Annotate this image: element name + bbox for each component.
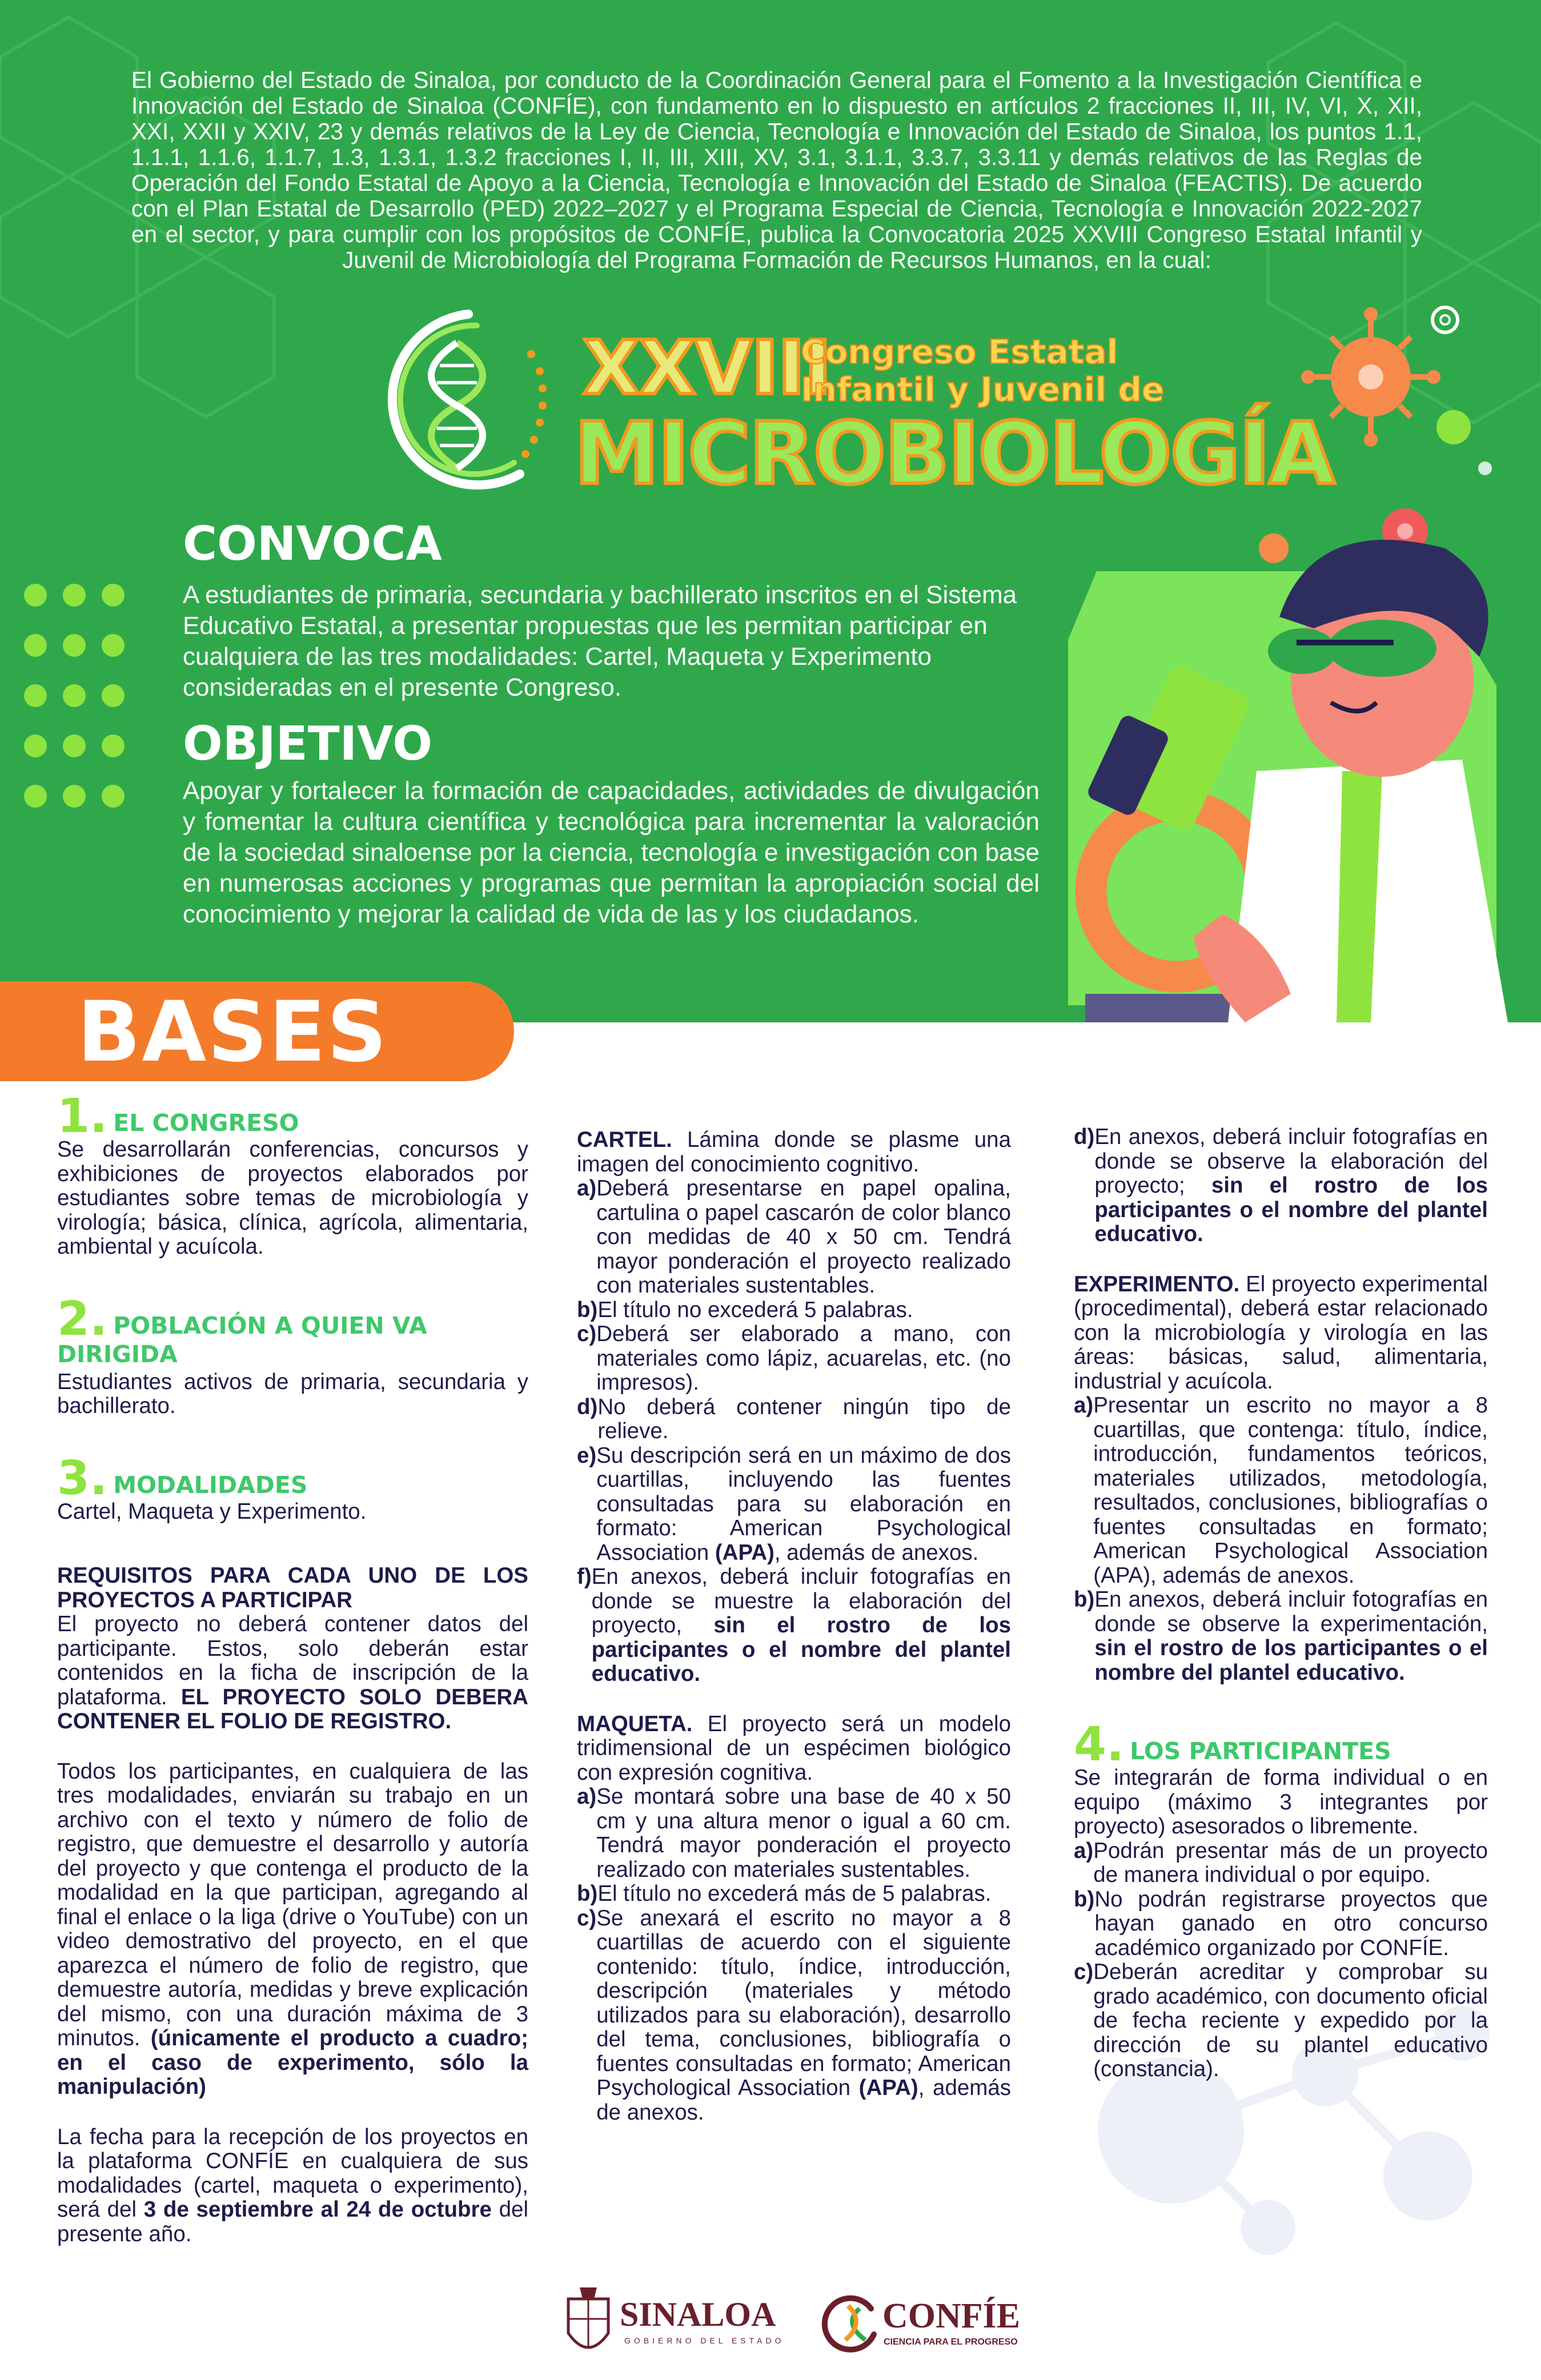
dna-icon — [371, 303, 577, 491]
logo-title: MICROBIOLOGÍA — [574, 404, 1334, 504]
list-item: b) No podrán registrarse proyectos que hayan ganado en otro concurso académico organizado por CONFÍE. — [1074, 1887, 1488, 1960]
confie-logo-subtitle: CIENCIA PARA EL PROGRESO — [884, 2337, 1018, 2347]
section-number: 3. — [57, 1451, 108, 1506]
cartel-intro: CARTEL. Lámina donde se plasme una imagen del conocimiento cognitivo. — [577, 1127, 1011, 1177]
sinaloa-logo-text: SINALOA — [620, 2295, 776, 2333]
footer-logos — [563, 2279, 1048, 2365]
list-item: b) El título no excederá más de 5 palabras. — [577, 1881, 992, 1906]
section-1-text: Se desarrollarán conferencias, concursos y exhibiciones de proyectos elaborados por estudiantes sobre temas de microbiología y virología; básica, clínica, agrícola, alimentaria, ambiental y acuícola. — [57, 1137, 528, 1259]
sinaloa-seal-icon — [563, 2282, 614, 2362]
list-item: c) Deberá ser elaborado a mano, con materiales como lápiz, acuarelas, etc. (no impresos). — [577, 1322, 1011, 1395]
section-title: POBLACIÓN A QUIEN VA — [113, 1311, 427, 1339]
section-title-continued: DIRIGIDA — [57, 1340, 178, 1368]
convoca-heading: CONVOCA — [183, 517, 442, 571]
section-1-heading — [57, 1089, 528, 1143]
list-item: e) Su descripción será en un máximo de dos cuartillas, incluyendo las fuentes consultadas para su elaboración en formato: American Psychological Association (APA), además de anexos. — [577, 1443, 1011, 1565]
dots-decoration — [23, 583, 126, 822]
objetivo-heading: OBJETIVO — [183, 717, 432, 771]
section-number: 4. — [1074, 1717, 1125, 1772]
participants-list — [1074, 1839, 1488, 2082]
congress-logo — [371, 303, 1334, 504]
list-item: b) En anexos, deberá incluir fotografías en donde se observe la experimentación, sin el rostro de los participantes o el nombre del plantel educativo. — [1074, 1587, 1488, 1685]
experimento-intro: EXPERIMENTO. El proyecto experimental (procedimental), deberá estar relacionado con la microbiología y virología en las áreas: básicas, salud, alimentaria, industrial y acuícola. — [1074, 1271, 1488, 1394]
confie-icon — [820, 2291, 882, 2354]
confie-logo-text: CONFÍE — [882, 2297, 1021, 2335]
logo-subtitle-line2: Infantil y Juvenil de — [801, 370, 1165, 409]
list-item: b) El título no excederá 5 palabras. — [577, 1297, 913, 1322]
section-title: MODALIDADES — [113, 1471, 308, 1499]
section-title: EL CONGRESO — [113, 1109, 299, 1137]
logo-subtitle-line1: Congreso Estatal — [801, 332, 1118, 371]
requirements-text: El proyecto no deberá contener datos del participante. Estos, solo deberán estar contenidos en la ficha de inscripción de la plataforma. EL PROYECTO SOLO DEBERA CONTENER EL FOLIO DE REGISTRO. — [57, 1612, 528, 1733]
column-1 — [57, 1089, 529, 2246]
deadline-text: La fecha para la recepción de los proyectos en la plataforma CONFÍE en cualquiera de sus modalidades (cartel, maqueta o experimento), será del 3 de septiembre al 24 de octubre del presente año. — [57, 2124, 529, 2246]
section-4-text: Se integrarán de forma individual o en equipo (máximo 3 integrantes por proyecto) asesorados o libremente. — [1074, 1765, 1488, 1839]
list-item: a) Presentar un escrito no mayor a 8 cuartillas, que contenga: título, índice, introducción, fundamentos teóricos, materiales utilizados, metodología, resultados, conclusiones, bibliografías o fuentes consultadas en formato; American Psychological Association (APA), además de anexos. — [1074, 1393, 1488, 1588]
logo-roman-numeral: XXVIII — [583, 324, 831, 411]
list-item: a) Podrán presentar más de un proyecto de manera individual o por equipo. — [1074, 1838, 1488, 1887]
sinaloa-logo-subtitle: GOBIERNO DEL ESTADO — [624, 2336, 785, 2345]
requirements-heading: REQUISITOS PARA CADA UNO DE LOS PROYECTOS A PARTICIPAR — [57, 1563, 528, 1612]
section-number: 1. — [57, 1089, 108, 1143]
list-item: a) Deberá presentarse en papel opalina, cartulina o papel cascarón de color blanco con medidas de 40 x 50 cm. Tendrá mayor ponderación el proyecto realizado con materiales sustentables. — [577, 1176, 1011, 1298]
section-title: LOS PARTICIPANTES — [1130, 1737, 1391, 1765]
list-item: c) Se anexará el escrito no mayor a 8 cuartillas de acuerdo con el siguiente contenido: título, índice, introducción, descripción (materiales y método utilizados para su elaboración), desarrollo del tema, conclusiones, bibliografía o fuentes consultadas en formato; American Psychological Association (APA), además de anexos. — [577, 1905, 1011, 2125]
submission-text: Todos los participantes, en cualquiera de las tres modalidades, enviarán su trabajo en un archivo con el texto y número de folio de registro, que demuestre el desarrollo y autoría del proyecto y que contenga el producto de la modalidad en la que participan, agregando al final el enlace o la liga (drive o YouTube) con un video demostrativo del proyecto, en el que aparezca el número de folio de registro, que demuestre autoría, medidas y breve explicación del mismo, con una duración máxima de 3 minutos. (únicamente el producto a cuadro; en el caso de experimento, sólo la manipulación) — [57, 1759, 528, 2099]
objetivo-paragraph: Apoyar y fortalecer la formación de capacidades, actividades de divulgación y fomentar la cultura científica y tecnológica para incrementar la valoración de la sociedad sinaloense por la ciencia, tecnología e investigación con base en numerosas acciones y programas que permitan la apropiación social del conocimiento y mejorar la calidad de vida de las y los ciudadanos. — [183, 777, 1040, 928]
cartel-list — [577, 1177, 1011, 1444]
list-item: c) Deberán acreditar y comprobar su grado académico, con documento oficial de fecha reciente y expedido por la dirección de su plantel educativo (constancia). — [1074, 1960, 1488, 2081]
list-item: a) Se montará sobre una base de 40 x 50 cm y una altura menor o igual a 60 cm. Tendrá mayor ponderación el proyecto realizado con materiales sustentables. — [577, 1784, 1011, 1882]
bases-heading: BASES — [77, 984, 388, 1081]
section-2-text: Estudiantes activos de primaria, secundaria y bachillerato. — [57, 1369, 528, 1418]
section-3-text: Cartel, Maqueta y Experimento. — [57, 1499, 367, 1524]
list-item: d) No deberá contener ningún tipo de relieve. — [577, 1394, 1011, 1443]
section-3-heading — [57, 1451, 528, 1506]
section-4-heading — [1074, 1717, 1488, 1772]
section-2-heading — [57, 1291, 528, 1346]
column-3 — [1074, 1125, 1488, 2082]
convoca-paragraph: A estudiantes de primaria, secundaria y bachillerato inscritos en el Sistema Educativo Estatal, a presentar propuestas que les permitan participar en cualquiera de las tres modalidades: Cartel, Maqueta y Experimento consideradas en el presente Congreso. — [183, 581, 1017, 701]
list-item: d) En anexos, deberá incluir fotografías en donde se observe la elaboración del proyecto; sin el rostro de los participantes o el nombre del plantel educativo. — [1074, 1125, 1488, 1246]
list-item: f) En anexos, deberá incluir fotografías en donde se muestre la elaboración del proyecto, sin el rostro de los participantes o el nombre del plantel educativo. — [577, 1564, 1011, 1686]
column-2 — [577, 1128, 1011, 2125]
intro-paragraph: El Gobierno del Estado de Sinaloa, por conducto de la Coordinación General para el Fomento a la Investigación Científica e Innovación del Estado de Sinaloa (CONFÍE), con fundamento en lo dispuesto en artículos 2 fracciones II, III, IV, VI, X, XII, XXI, XXII y XXIV, 23 y demás relativos de la Ley de Ciencia, Tecnología e Innovación del Estado de Sinaloa, los puntos 1.1, 1.1.1, 1.1.6, 1.1.7, 1.3, 1.3.1, 1.3.2 fracciones I, II, III, XIII, XV, 3.1, 3.1.1, 3.3.7, 3.3.11 y demás relativos de las Reglas de Operación del Fondo Estatal de Apoyo a la Ciencia, Tecnología e Innovación del Estado de Sinaloa (FEACTIS). De acuerdo con el Plan Estatal de Desarrollo (PED) 2022–2027 y el Programa Especial de Ciencia, Tecnología e Innovación 2022-2027 en el sector, y para cumplir con los propósitos de CONFÍE, publica la Convocatoria 2025 XXVIII Congreso Estatal Infantil y Juvenil de Microbiología del Programa Formación de Recursos Humanos, en la cual: — [131, 67, 1422, 273]
maqueta-intro: MAQUETA. El proyecto será un modelo tridimensional de un espécimen biológico con expresión cognitiva. — [577, 1711, 1011, 1785]
header-section — [0, 0, 1541, 1022]
maqueta-list — [577, 1785, 1011, 1907]
section-number: 2. — [57, 1291, 108, 1346]
